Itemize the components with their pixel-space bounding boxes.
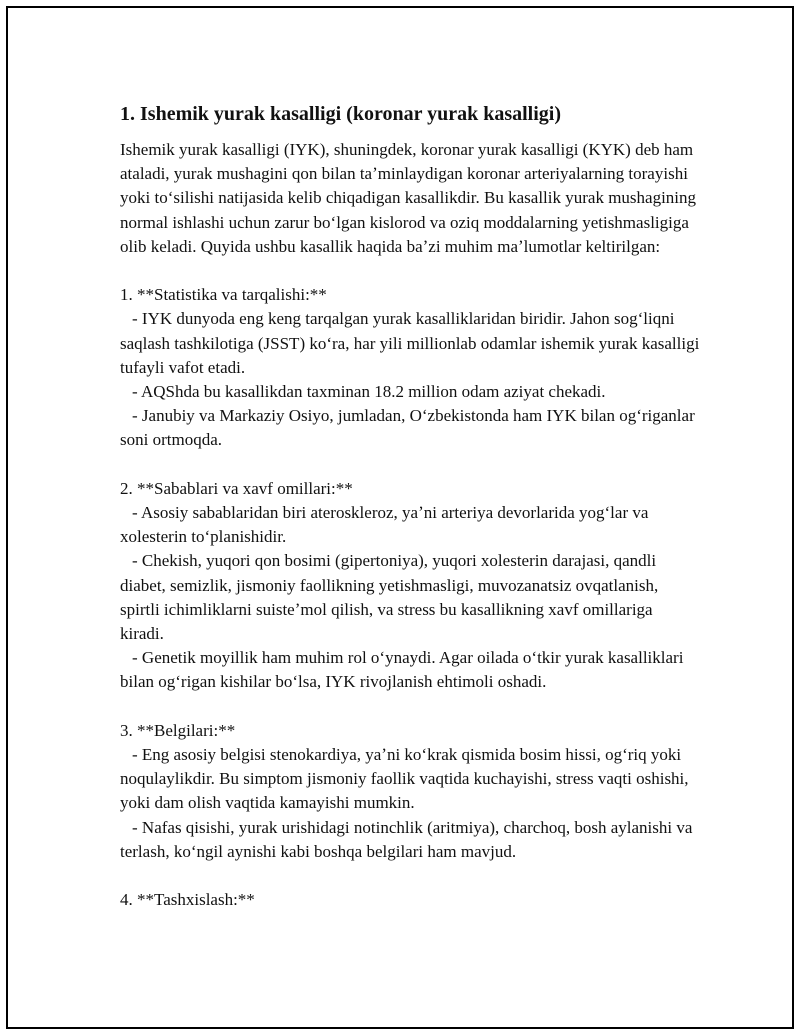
list-item: - IYK dunyoda eng keng tarqalgan yurak kasalliklaridan biridir. Jahon sogʻliqni saqlash tashkilotiga (JSST) koʻra, har yili millionlab odamlar ishemik yurak kasalligi tufayli vafot etadi.: [120, 309, 700, 377]
section-heading: 3. **Belgilari:**: [120, 720, 236, 740]
page-frame: [6, 6, 794, 1029]
list-item: - Nafas qisishi, yurak urishidagi notinchlik (aritmiya), charchoq, bosh aylanishi va terlash, koʻngil aynishi kabi boshqa belgilari ham mavjud.: [120, 817, 693, 861]
section-statistics: [120, 283, 700, 452]
list-item: - Eng asosiy belgisi stenokardiya, yaʼni koʻkrak qismida bosim hissi, ogʻriq yoki noqulaylikdir. Bu simptom jismoniy faollik vaqtida kuchayishi, stress vaqti oshishi, yoki dam olish vaqtida kamayishi mumkin.: [120, 745, 689, 813]
section-symptoms: [120, 719, 700, 864]
intro-paragraph: Ishemik yurak kasalligi (IYK), shuningdek, koronar yurak kasalligi (KYK) deb ham ataladi, yurak mushagini qon bilan taʼminlaydigan koronar arteriyalarning torayishi yoki toʻsilishi natijasida kelib chiqadigan kasallikdir. Bu kasallik yurak mushagining normal ishlashi uchun zarur boʻlgan kislorod va oziq moddalarning yetishmasligiga olib keladi. Quyida ushbu kasallik haqida baʼzi muhim maʼlumotlar keltirilgan:: [120, 140, 697, 256]
document-title: 1. Ishemik yurak kasalligi (koronar yurak kasalligi): [120, 103, 562, 125]
list-item: - Chekish, yuqori qon bosimi (gipertoniya), yuqori xolesterin darajasi, qandli diabet, semizlik, jismoniy faollikning yetishmasligi, muvozanatsiz ovqatlanish, spirtli ichimliklarni suisteʼmol qilish, va stress bu kasallikning xavf omillariga kiradi.: [120, 551, 659, 644]
section-heading: 2. **Sabablari va xavf omillari:**: [120, 478, 353, 498]
list-item: - Genetik moyillik ham muhim rol oʻynaydi. Agar oilada oʻtkir yurak kasalliklari bilan ogʻrigan kishilar boʻlsa, IYK rivojlanish ehtimoli oshadi.: [120, 648, 684, 692]
list-item: - Janubiy va Markaziy Osiyo, jumladan, Oʻzbekistonda ham IYK bilan ogʻriganlar soni ortmoqda.: [120, 406, 695, 450]
section-causes: [120, 477, 700, 695]
spacer: [120, 695, 700, 719]
spacer: [120, 259, 700, 283]
section-heading: 1. **Statistika va tarqalishi:**: [120, 285, 327, 305]
list-item: - AQShda bu kasallikdan taxminan 18.2 million odam aziyat chekadi.: [132, 382, 606, 402]
list-item: - Asosiy sabablaridan biri ateroskleroz, yaʼni arteriya devorlarida yogʻlar va xolesterin toʻplanishidir.: [120, 503, 649, 547]
section-heading: 4. **Tashxislash:**: [120, 890, 255, 910]
spacer: [120, 864, 700, 888]
spacer: [120, 453, 700, 477]
document-body: [120, 100, 700, 912]
section-diagnosis: [120, 888, 700, 912]
